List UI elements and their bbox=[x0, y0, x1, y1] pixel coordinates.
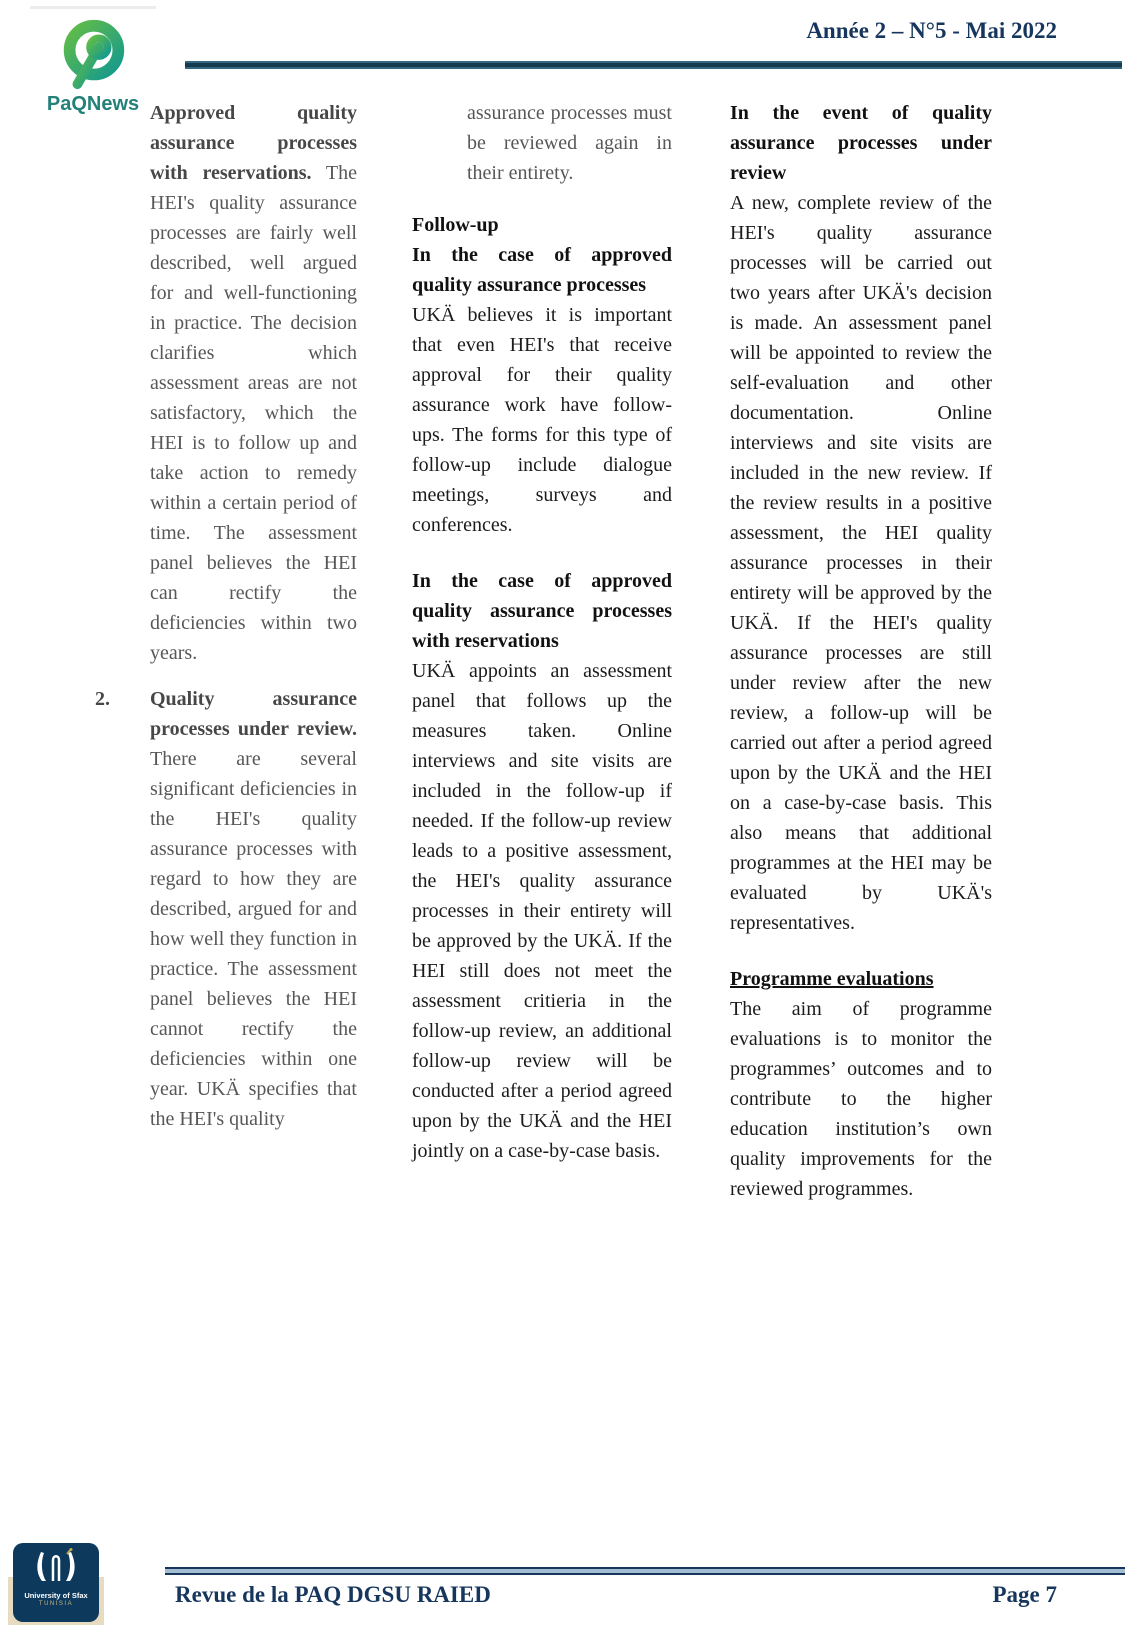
paqnews-p-icon bbox=[55, 16, 131, 92]
column-3 bbox=[730, 98, 992, 1204]
heading-event-under-review: In the event of quality assurance processes under review bbox=[730, 102, 992, 184]
runin-heading-under-review: Quality assurance processes under review. bbox=[150, 688, 357, 740]
list-number: 2. bbox=[95, 688, 110, 710]
paragraph-under-review-text: There are several significant deficiencies in the HEI's quality assurance processes with regard to how they are described, argued for and how well they function in practice. The assessment panel believes the HEI cannot rectify the deficiencies within one year. UKÄ specifies that the HEI's quality bbox=[150, 748, 357, 1130]
university-of-sfax-logo bbox=[13, 1543, 99, 1622]
paragraph-reservations-follow-up: UKÄ appoints an assessment panel that follows up the measures taken. Online interviews and site visits are included in the follow-up if needed. If the follow-up review leads to a positive assessment, the HEI's quality assurance processes in their entirety will be approved by the UKÄ. If the HEI still does not meet the assessment critieria in the follow-up review, an additional follow-up review will be conducted after a period agreed upon by the UKÄ and the HEI jointly on a case-by-case basis. bbox=[412, 660, 672, 1162]
sfax-monument-icon bbox=[25, 1548, 87, 1590]
header-rule bbox=[185, 61, 1122, 69]
paqnews-logo-label: PaQNews bbox=[46, 93, 140, 115]
paragraph-new-review: A new, complete review of the HEI's quality assurance processes will be carried out two years after UKÄ's decision is made. An assessment panel will be appointed to review the self-evaluation and other documentation. Online interviews and site visits are included in the new review. If the review results in a positive assessment, the HEI quality assurance processes in their entirety will be approved by the UKÄ. If the HEI's quality assurance processes are still under review after the new review, a follow-up will be carried out after a period agreed upon by the UKÄ and the HEI on a case-by-case basis. This also means that additional programmes at the HEI may be evaluated by UKÄ's representatives. bbox=[730, 192, 992, 934]
column-1 bbox=[95, 98, 357, 1204]
paragraph-approved-text: The HEI's quality assurance processes are fairly well described, well argued for and well-functioning in practice. The decision clarifies which assessment areas are not satisfactory, which the HEI is to follow up and take action to remedy within a certain period of time. The assessment panel believes the HEI can rectify the deficiencies within two years. bbox=[150, 162, 357, 664]
article-body bbox=[95, 98, 995, 1204]
page-number: Page 7 bbox=[992, 1582, 1057, 1607]
heading-follow-up: Follow-up bbox=[412, 214, 499, 236]
paragraph-programme-evaluations: The aim of programme evaluations is to monitor the programmes’ outcomes and to contribute to the higher education institution’s own quality improvements for the reviewed programmes. bbox=[730, 998, 992, 1200]
heading-programme-evaluations: Programme evaluations bbox=[730, 968, 934, 990]
journal-title: Revue de la PAQ DGSU RAIED bbox=[175, 1582, 491, 1607]
sfax-logo-title: University of Sfax bbox=[24, 1591, 88, 1600]
paragraph-under-review bbox=[150, 684, 357, 1134]
footer-rule bbox=[165, 1567, 1125, 1575]
heading-approved-with-reservations: In the case of approved quality assurance processes with reservations bbox=[412, 570, 672, 652]
column-2 bbox=[412, 98, 672, 1204]
footer bbox=[175, 1582, 1057, 1608]
list-item-approved bbox=[95, 98, 357, 668]
paragraph-follow-up: UKÄ believes it is important that even HEI's that receive approval for their quality assurance work have follow-ups. The forms for this type of follow-up include dialogue meetings, surveys and conferences. bbox=[412, 304, 672, 536]
heading-approved-processes: In the case of approved quality assurance processes bbox=[412, 244, 672, 296]
list-item-under-review bbox=[95, 684, 357, 1134]
continuation-paragraph: assurance processes must be reviewed again in their entirety. bbox=[467, 102, 672, 184]
paragraph-approved bbox=[150, 98, 357, 668]
runin-heading-approved: Approved quality assurance processes with reservations. bbox=[150, 102, 357, 184]
sfax-logo-subtitle: TUNISIA bbox=[38, 1601, 74, 1607]
issue-info: Année 2 – N°5 - Mai 2022 bbox=[806, 18, 1057, 43]
